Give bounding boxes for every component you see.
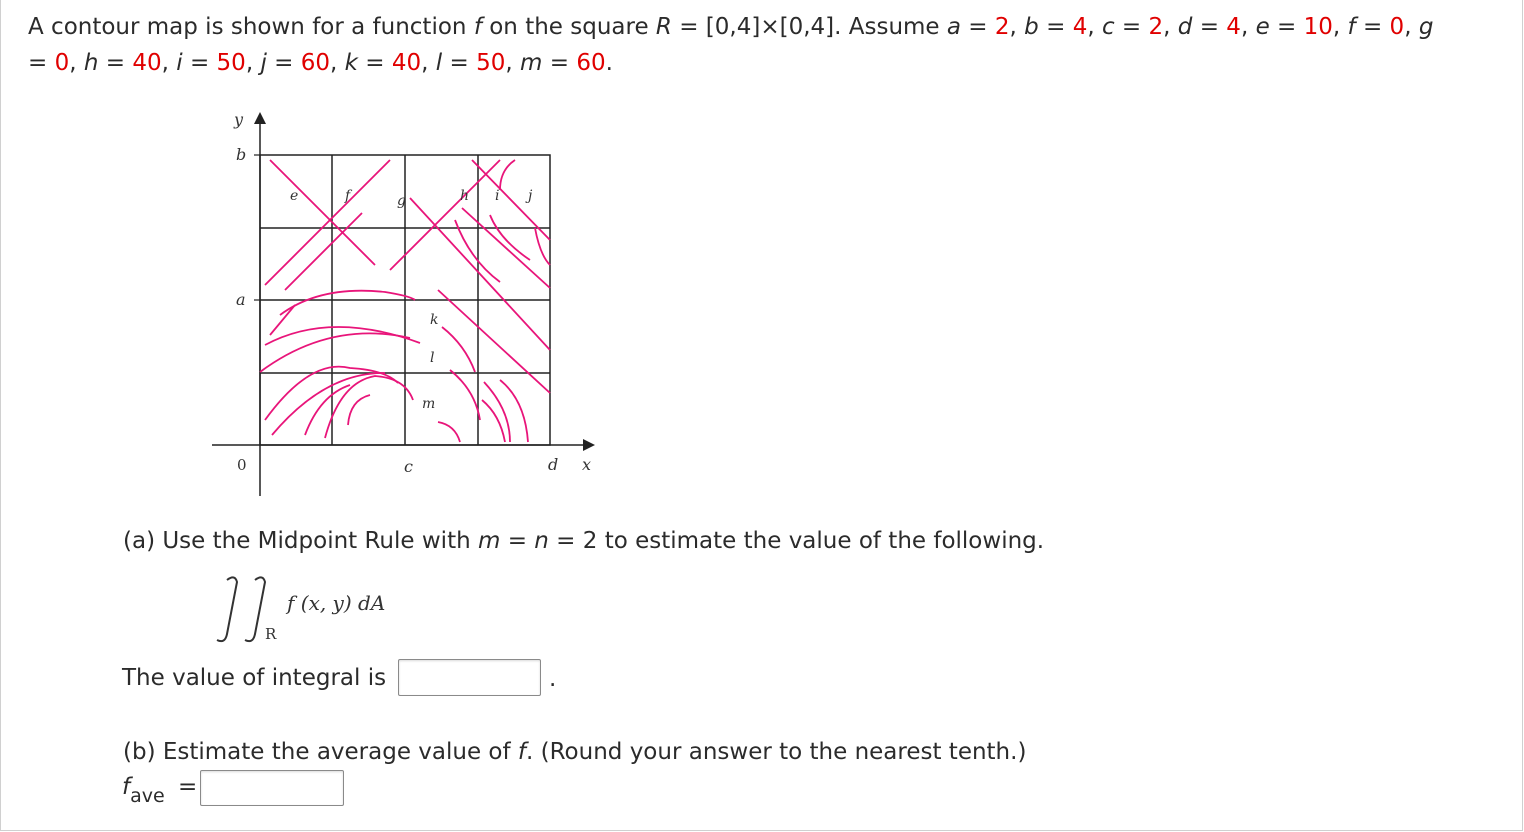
contour-label-h: h: [460, 188, 470, 204]
f-variable: f: [517, 739, 527, 765]
integral-answer-input[interactable]: [398, 659, 541, 696]
x-axis-label: x: [582, 455, 592, 474]
param-value-l: 50: [476, 50, 506, 76]
contour-g-arc-2: [325, 376, 413, 438]
double-integral-expression: [205, 570, 445, 654]
contour-label-i: i: [495, 188, 500, 204]
param-name-a: a: [946, 14, 961, 40]
param-name-k: k: [344, 50, 358, 76]
contour-h2: [462, 208, 550, 288]
intro-text: A contour map is shown for a function: [28, 14, 474, 40]
param-name-f: f: [1347, 14, 1356, 40]
param-name-j: j: [260, 50, 267, 76]
y-tick-a-label: a: [236, 290, 246, 309]
func-name: f: [473, 14, 482, 40]
part-a-period: .: [549, 666, 557, 692]
eq-text-1: =: [500, 528, 535, 554]
contour-map: [210, 100, 610, 500]
contour-e: [270, 305, 295, 335]
param-value-i: 50: [216, 50, 246, 76]
contour-label-f: f: [345, 188, 351, 204]
param-value-c: 2: [1148, 14, 1164, 40]
region-eq: = [0,4]×[0,4]. Assume: [671, 14, 947, 40]
contour-g2: [390, 160, 500, 270]
contour-g-diagonal-2: [285, 213, 362, 290]
part-b-prefix: (b) Estimate the average value of: [123, 739, 518, 765]
fave-label: [122, 772, 198, 807]
problem-statement-line2: [28, 48, 613, 78]
x-tick-c-label: c: [404, 457, 413, 476]
contour-label-l: l: [430, 350, 435, 366]
param-name-b: b: [1024, 14, 1039, 40]
domain-text: on the square: [481, 14, 656, 40]
param-value-e: 10: [1303, 14, 1333, 40]
region-subscript: R: [265, 625, 277, 643]
param-name-m: m: [520, 50, 543, 76]
contour-label-e: e: [290, 188, 299, 204]
contour-label-m: m: [422, 396, 436, 412]
contour-k2: [484, 382, 510, 442]
contour-m: [438, 422, 460, 442]
fave-f: f: [122, 774, 131, 800]
param-value-d: 4: [1226, 14, 1241, 40]
param-value-h: 40: [132, 50, 162, 76]
part-a-answer-label: The value of integral is: [122, 665, 387, 691]
fave-eq: =: [170, 774, 198, 800]
param-value-a: 2: [994, 14, 1010, 40]
param-value-m: 60: [576, 50, 606, 76]
m-variable: m: [477, 528, 501, 554]
param-value-b: 4: [1072, 14, 1088, 40]
params-line1: a = 2, b = 4, c = 2, d = 4, e = 10, f = 0, g: [946, 14, 1434, 40]
part-a-prefix: (a) Use the Midpoint Rule with: [123, 528, 478, 554]
part-b-prompt: [123, 737, 1026, 767]
param-value-k: 40: [391, 50, 422, 76]
param-value-j: 60: [300, 50, 331, 76]
param-value-f: 0: [1389, 14, 1405, 40]
x-tick-d-label: d: [548, 455, 559, 474]
fave-answer-input[interactable]: [200, 770, 344, 806]
y-axis-label: y: [234, 110, 244, 129]
origin-label: 0: [237, 456, 247, 474]
param-value-g: 0: [54, 50, 70, 76]
problem-statement-line1: [28, 12, 1433, 42]
contour-k: [442, 327, 475, 372]
param-name-c: c: [1101, 14, 1115, 40]
params-line2: = 0, h = 40, i = 50, j = 60, k = 40, l = 50, m = 60.: [28, 50, 613, 76]
contour-i2: [438, 290, 550, 393]
integrand-text: f (x, y) dA: [287, 591, 386, 615]
integral-signs: [205, 570, 445, 650]
contour-f: [265, 160, 390, 285]
contour-label-j: j: [528, 188, 533, 204]
n-variable: n: [534, 528, 549, 554]
contour-l: [450, 370, 480, 420]
contour-i-curve: [490, 215, 530, 260]
fave-subscript: ave: [130, 785, 165, 807]
y-tick-b-label: b: [236, 145, 247, 164]
param-name-g: g: [1418, 14, 1434, 40]
param-name-i: i: [176, 50, 183, 76]
param-name-e: e: [1255, 14, 1270, 40]
part-a-prompt: [123, 526, 1044, 556]
contour-f-arc: [280, 291, 415, 315]
contour-j: [500, 160, 515, 190]
part-b-suffix: . (Round your answer to the nearest tenth.): [526, 739, 1027, 765]
param-name-h: h: [83, 50, 99, 76]
contour-g-diagonal-1: [270, 160, 375, 265]
eq-text-2: = 2 to estimate the value of the following.: [548, 528, 1045, 554]
contour-e-low: [348, 395, 370, 425]
contour-label-k: k: [430, 312, 439, 328]
param-name-d: d: [1177, 14, 1193, 40]
param-name-l: l: [435, 50, 443, 76]
contour-label-g: g: [397, 193, 406, 209]
region-name: R: [655, 14, 672, 40]
